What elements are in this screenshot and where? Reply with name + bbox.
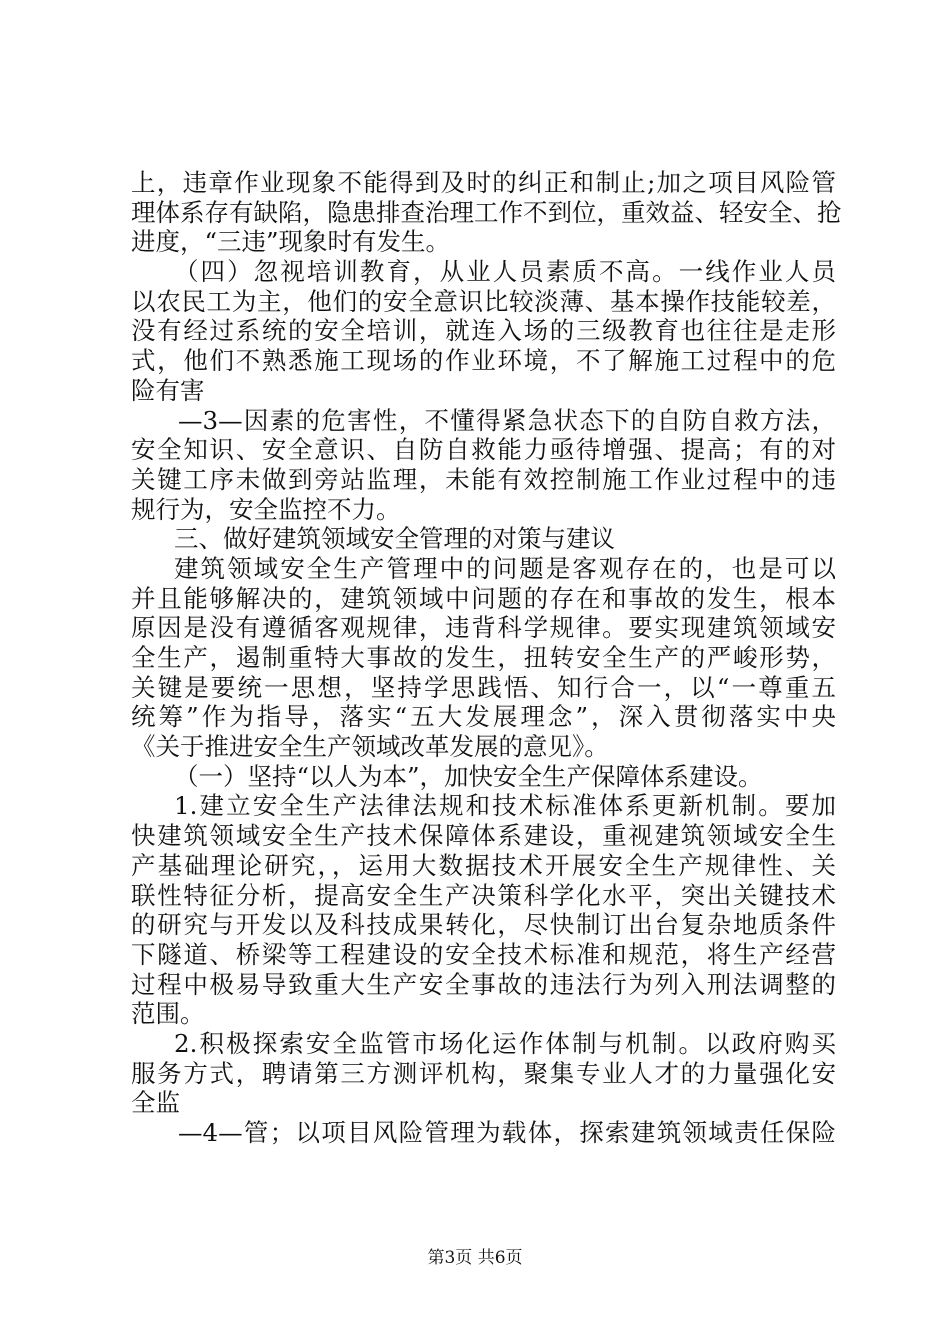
text-line: —3—因素的危害性，不懂得紧急状态下的自防自救方法， — [178, 405, 836, 435]
text-line: 以农民工为主，他们的安全意识比较淡薄、基本操作技能较差， — [131, 286, 836, 316]
text-line — [131, 227, 836, 257]
text-line: 险有害 — [131, 375, 205, 405]
text-line-part: 上，违章作业现象不能得到及时的纠正和制止;加之项目风险管 — [131, 168, 836, 197]
text-line-part: 理体系存有缺陷，隐患排查治理工作不到位，重效益、轻安全、抢 — [131, 197, 842, 227]
text-line: 产基础理论研究，，运用大数据技术开展安全生产规律性、关 — [131, 850, 836, 880]
text-line: 关键是要统一思想，坚持学思践悟、知行合一，以“一尊重五 — [131, 672, 836, 702]
text-line: 没有经过系统的安全培训，就连入场的三级教育也往往是走形 — [131, 316, 836, 346]
text-line: 统筹”作为指导，落实“五大发展理念”，深入贯彻落实中央 — [131, 702, 836, 732]
text-line — [131, 197, 842, 228]
text-line: 并且能够解决的，建筑领域中问题的存在和事故的发生，根本 — [131, 583, 836, 613]
text-line: （四）忽视培训教育，从业人员素质不高。一线作业人员 — [174, 257, 836, 287]
text-line: 全生产，遏制重特大事故的发生，扭转安全生产的严峻形势， — [131, 643, 836, 672]
text-line — [131, 168, 836, 198]
text-line: 联性特征分析，提高安全生产决策科学化水平，突出关键技术 — [131, 880, 836, 910]
text-line: 2.积极探索安全监管市场化运作体制与机制。以政府购买 — [174, 1028, 836, 1058]
section-heading: 三、做好建筑领域安全管理的对策与建议 — [174, 524, 615, 554]
text-line: 1.建立安全生产法律法规和技术标准体系更新机制。要加 — [174, 791, 836, 821]
text-line: 全监 — [131, 1088, 180, 1118]
text-line: 建筑领域安全生产管理中的问题是客观存在的，也是可以 — [174, 553, 836, 583]
text-line: 式，他们不熟悉施工现场的作业环境，不了解施工过程中的危 — [131, 346, 836, 376]
text-line: 安全知识、安全意识、自防自救能力亟待增强、提高；有的对 — [131, 435, 836, 465]
text-line: —4—管；以项目风险管理为载体，探索建筑领域责任保险 — [178, 1118, 836, 1147]
subsection-heading: （一）坚持“以人为本”，加快安全生产保障体系建设。 — [174, 761, 763, 791]
text-line: 原因是没有遵循客观规律，违背科学规律。要实现建筑领域安 — [131, 613, 836, 643]
text-line: 下隧道、桥梁等工程建设的安全技术标准和规范，将生产经营 — [131, 939, 836, 969]
document-body — [131, 168, 842, 1148]
text-line: 《关于推进安全生产领域改革发展的意见》。 — [131, 732, 609, 762]
text-line: 规行为，安全监控不力。 — [131, 494, 401, 524]
text-line: 服务方式，聘请第三方测评机构，聚集专业人才的力量强化安 — [131, 1058, 836, 1088]
text-line: 的研究与开发以及科技成果转化，尽快制订出台复杂地质条件 — [131, 910, 836, 940]
text-line: 范围。 — [131, 999, 205, 1029]
text-line: 过程中极易导致重大生产安全事故的违法行为列入刑法调整的 — [131, 969, 836, 999]
text-line: 关键工序未做到旁站监理，未能有效控制施工作业过程中的违 — [131, 464, 836, 494]
text-line: 快建筑领域安全生产技术保障体系建设，重视建筑领域安全生 — [131, 821, 836, 851]
text-line-part: 进度，“三违”现象时有发生。 — [131, 227, 451, 257]
page-number-footer: 第3页 共6页 — [427, 1248, 523, 1268]
